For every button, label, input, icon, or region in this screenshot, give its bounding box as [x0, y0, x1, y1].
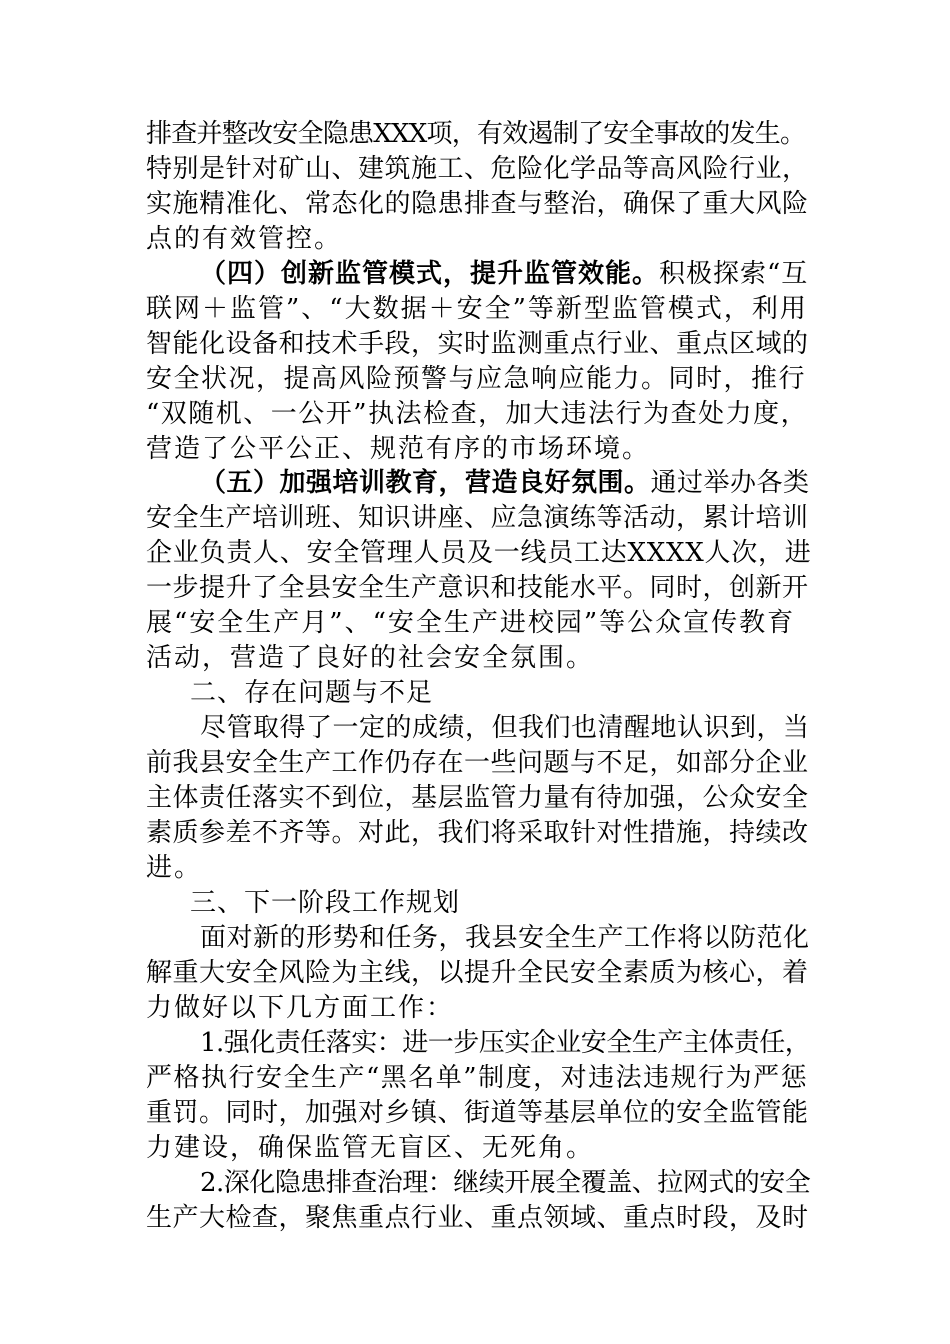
text-line: “双随机、一公开”执法检查，加大违法行为查处力度，: [146, 399, 809, 429]
text-line: 安全生产培训班、知识讲座、应急演练等活动，累计培训: [146, 503, 809, 533]
text-line: 排查并整改安全隐患XXX项，有效遏制了安全事故的发生。: [146, 119, 806, 149]
text-line: 面对新的形势和任务，我县安全生产工作将以防范化: [200, 923, 810, 953]
text-line: 生产大检查，聚焦重点行业、重点领域、重点时段，及时: [146, 1203, 809, 1233]
text-line: 尽管取得了一定的成绩，但我们也清醒地认识到，当: [200, 713, 810, 743]
text-line: 活动，营造了良好的社会安全氛围。: [146, 643, 595, 673]
text-line: 点的有效管控。: [146, 224, 343, 254]
text-line: 营造了公平公正、规范有序的市场环境。: [146, 434, 651, 464]
text-line: 安全状况，提高风险预警与应急响应能力。同时，推行: [146, 364, 807, 394]
text-line: 严格执行安全生产“黑名单”制度，对违法违规行为严惩: [146, 1063, 809, 1093]
text-line: 主体责任落实不到位，基层监管力量有待加强，公众安全: [146, 783, 809, 813]
section-heading-5: （五）加强培训教育，营造良好氛围。: [200, 468, 651, 498]
text-line: 智能化设备和技术手段，实时监测重点行业、重点区域的: [146, 329, 809, 359]
text-line: 展“安全生产月”、“安全生产进校园”等公众宣传教育: [146, 608, 796, 638]
text-line: 联网＋监管”、“大数据＋安全”等新型监管模式，利用: [146, 294, 808, 324]
text-line: 素质参差不齐等。对此，我们将采取针对性措施，持续改: [146, 818, 809, 848]
section-paragraph-5: [200, 467, 810, 499]
text-span: 通过举办各类: [650, 468, 810, 498]
section-paragraph-4: [200, 258, 808, 290]
text-line: 解重大安全风险为主线，以提升全民安全素质为核心，着: [146, 958, 809, 988]
text-line: 特别是针对矿山、建筑施工、危险化学品等高风险行业，: [146, 154, 809, 184]
text-line: 进。: [146, 853, 203, 883]
section-heading-2: 二、存在问题与不足: [190, 678, 434, 708]
list-item-1: 1.强化责任落实：进一步压实企业安全生产主体责任，: [200, 1028, 811, 1058]
text-line: 前我县安全生产工作仍存在一些问题与不足，如部分企业: [146, 748, 809, 778]
text-line: 实施精准化、常态化的隐患排查与整治，确保了重大风险: [146, 189, 809, 219]
text-line: 重罚。同时，加强对乡镇、街道等基层单位的安全监管能: [146, 1098, 809, 1128]
text-line: 一步提升了全县安全生产意识和技能水平。同时，创新开: [146, 573, 809, 603]
list-item-2: 2.深化隐患排查治理：继续开展全覆盖、拉网式的安全: [200, 1168, 811, 1198]
text-span: 积极探索“互: [659, 259, 809, 289]
text-line: 企业负责人、安全管理人员及一线员工达XXXX人次，进: [146, 538, 812, 568]
section-heading-3: 三、下一阶段工作规划: [190, 888, 461, 918]
text-line: 力做好以下几方面工作：: [146, 993, 455, 1023]
text-line: 力建设，确保监管无盲区、无死角。: [146, 1133, 595, 1163]
section-heading-4: （四）创新监管模式，提升监管效能。: [200, 259, 660, 289]
